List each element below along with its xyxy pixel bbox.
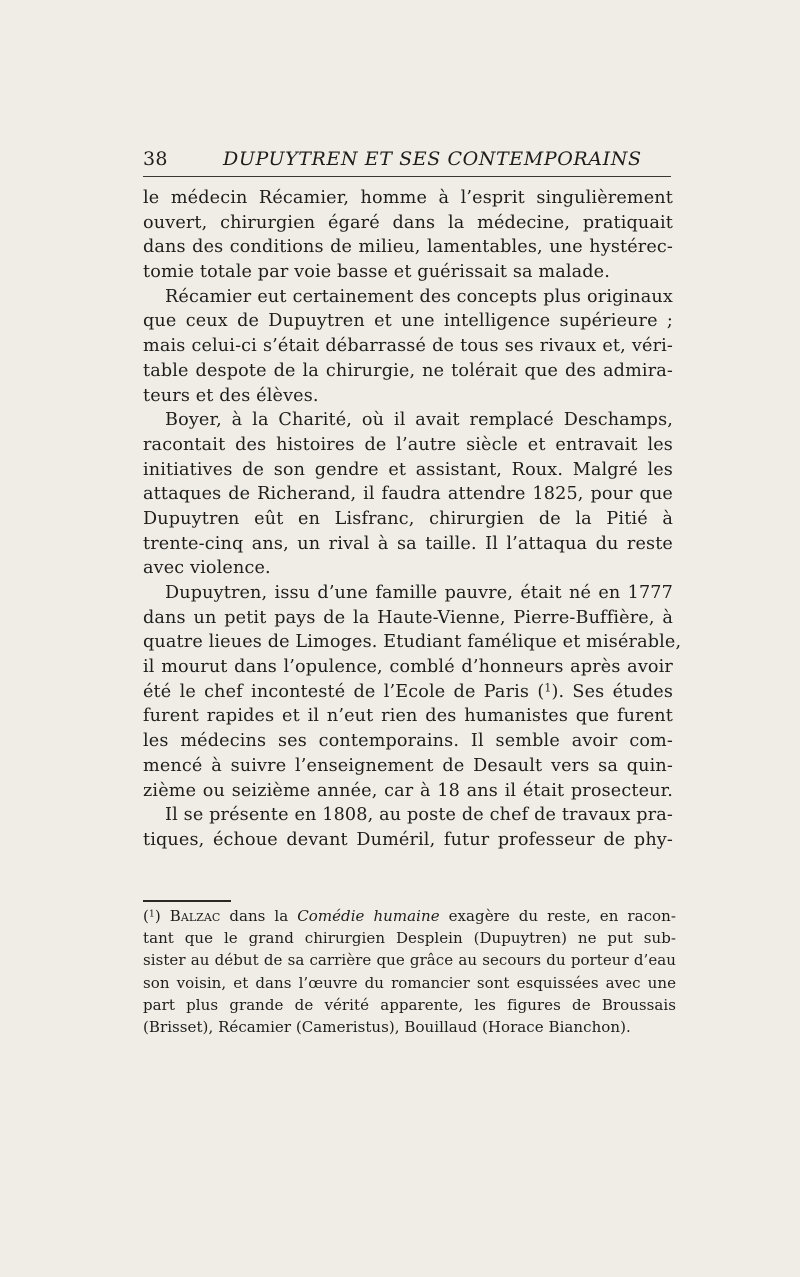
footnote-reference: 1 (544, 681, 552, 695)
footnote (143, 905, 676, 1038)
body-line: mais celui-ci s’était débarrassé de tous ses rivaux et, véri- (143, 336, 673, 357)
footnote-line: tant que le grand chirurgien Desplein (Dupuytren) ne put sub- (143, 929, 676, 948)
footnote-marker: 1 (148, 908, 155, 920)
body-line-with-note: été le chef incontesté de l’Ecole de Paris ($^1$). Ses études (143, 681, 674, 702)
body-line: avec violence. (143, 558, 271, 579)
body-line: Récamier eut certainement des concepts plus originaux (165, 286, 673, 307)
body-line: teurs et des élèves. (143, 385, 319, 406)
body-line: trente-cinq ans, un rival à sa taille. Il l’attaqua du reste (143, 533, 673, 554)
body-text (143, 186, 682, 853)
footnote-author: Balzac (169, 907, 221, 925)
body-line: que ceux de Dupuytren et une intelligence supérieure ; (143, 311, 673, 332)
footnote-text: dans la (229, 907, 289, 925)
body-line: Boyer, à la Charité, où il avait remplacé Deschamps, (165, 410, 673, 431)
body-line: quatre lieues de Limoges. Etudiant famélique et misérable, (143, 632, 682, 653)
footnote-work-title: Comédie humaine (297, 907, 440, 925)
page-number: 38 (143, 148, 168, 170)
footnote-text: exagère du reste, en racon- (448, 907, 676, 925)
footnote-line: son voisin, et dans l’œuvre du romancier sont esquissées avec une (143, 973, 676, 992)
body-line: furent rapides et il n’eut rien des humanistes que furent (143, 706, 673, 727)
body-line-tail: . Ses études (558, 681, 674, 702)
body-line: il mourut dans l’opulence, comblé d’honneurs après avoir (143, 657, 673, 678)
footnote-line: ($^1$) Balzac dans la Comédie humaine exagère du reste, en racon- (143, 907, 676, 925)
body-line: tiques, échoue devant Duméril, futur professeur de phy- (143, 829, 673, 850)
body-line: initiatives de son gendre et assistant, Roux. Malgré les (143, 459, 673, 480)
running-head (143, 146, 671, 177)
body-line-text: été le chef incontesté de l’Ecole de Paris (143, 681, 530, 702)
body-line: dans un petit pays de la Haute-Vienne, Pierre-Buffière, à (143, 607, 673, 628)
running-title: DUPUYTREN ET SES CONTEMPORAINS (223, 148, 642, 170)
body-line: les médecins ses contemporains. Il semble avoir com- (143, 731, 673, 752)
footnote-line: sister au début de sa carrière que grâce au secours du porteur d’eau (143, 951, 676, 970)
body-line: le médecin Récamier, homme à l’esprit singulièrement (143, 188, 673, 208)
footnote-line: part plus grande de vérité apparente, les figures de Broussais (143, 995, 676, 1014)
body-line: ouvert, chirurgien égaré dans la médecine, pratiquait (143, 212, 673, 233)
footnote-rule (143, 900, 231, 902)
footnote-line: (Brisset), Récamier (Cameristus), Bouillaud (Horace Bianchon). (143, 1017, 631, 1036)
body-line: Dupuytren eût en Lisfranc, chirurgien de la Pitié à (143, 508, 673, 529)
body-line: table despote de la chirurgie, ne tolérait que des admira- (143, 360, 673, 381)
body-line: Dupuytren, issu d’une famille pauvre, était né en 1777 (165, 583, 673, 603)
body-line: zième ou seizième année, car à 18 ans il était prosecteur. (143, 780, 673, 801)
body-line: racontait des histoires de l’autre siècle et entravait les (143, 434, 673, 455)
body-line: mencé à suivre l’enseignement de Desault vers sa quin- (143, 755, 673, 776)
body-line: attaques de Richerand, il faudra attendre 1825, pour que (143, 484, 673, 505)
body-line: dans des conditions de milieu, lamentables, une hystérec- (143, 237, 673, 258)
body-line: Il se présente en 1808, au poste de chef de travaux pra- (165, 805, 673, 826)
body-line: tomie totale par voie basse et guérissait sa malade. (143, 262, 610, 283)
